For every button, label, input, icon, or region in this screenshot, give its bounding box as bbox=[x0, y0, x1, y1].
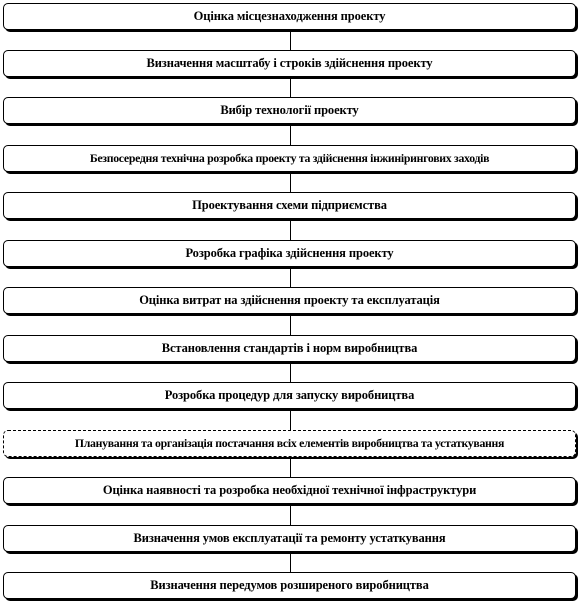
connector-line bbox=[290, 316, 291, 335]
step-scale-and-timeline-definition: Визначення масштабу і строків здійснення проекту bbox=[3, 50, 576, 77]
step-technical-engineering-development: Безпосередня технічна розробка проекту та здійснення інжинірингових заходів bbox=[3, 145, 576, 172]
step-expanded-production-prerequisites: Визначення передумов розширеного виробництва bbox=[3, 572, 576, 599]
connector-line bbox=[290, 459, 291, 477]
connector-line bbox=[290, 31, 291, 50]
step-project-location-assessment: Оцінка місцезнаходження проекту bbox=[3, 3, 576, 30]
connector-line bbox=[290, 79, 291, 97]
connector-line bbox=[290, 411, 291, 430]
step-enterprise-layout-design: Проектування схеми підприємства bbox=[3, 192, 576, 219]
step-operation-and-repair-conditions: Визначення умов експлуатації та ремонту устаткування bbox=[3, 525, 576, 552]
connector-line bbox=[290, 174, 291, 192]
connector-line bbox=[290, 364, 291, 382]
connector-line bbox=[290, 269, 291, 287]
step-technology-selection: Вибір технології проекту bbox=[3, 97, 576, 124]
connector-line bbox=[290, 554, 291, 572]
connector-line bbox=[290, 221, 291, 240]
step-production-standards: Встановлення стандартів і норм виробництва bbox=[3, 335, 576, 362]
connector-line bbox=[290, 506, 291, 525]
step-technical-infrastructure: Оцінка наявності та розробка необхідної технічної інфраструктури bbox=[3, 477, 576, 504]
step-implementation-schedule: Розробка графіка здійснення проекту bbox=[3, 240, 576, 267]
connector-line bbox=[290, 126, 291, 145]
step-supply-planning: Планування та організація постачання всіх елементів виробництва та устаткування bbox=[3, 430, 576, 457]
step-cost-estimation: Оцінка витрат на здійснення проекту та експлуатація bbox=[3, 287, 576, 314]
step-startup-procedures: Розробка процедур для запуску виробництва bbox=[3, 382, 576, 409]
